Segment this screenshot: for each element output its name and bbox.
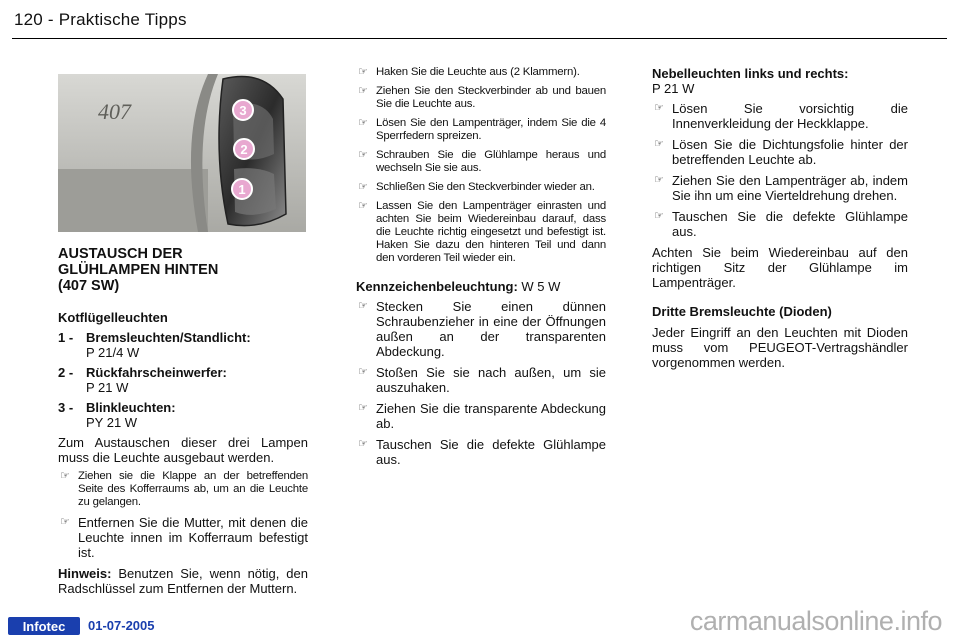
fog-note: Achten Sie beim Wiedereinbau auf den richtigen Sitz der Glühlampe im Lampenträger.	[652, 245, 908, 290]
callout-1	[232, 179, 252, 199]
step-item: ☞ Lösen Sie den Lampenträger, indem Sie die 4 Sperrfedern spreizen.	[358, 117, 606, 142]
step-item: ☞ Schrauben Sie die Glühlampe heraus und wechseln Sie sie aus.	[358, 149, 606, 174]
note: Hinweis: Benutzen Sie, wenn nötig, den Radschlüssel zum Entfernen der Muttern.	[58, 566, 308, 596]
hand-pointer-icon: ☞	[358, 66, 368, 78]
bulb-item: 1 - Bremsleuchten/Standlicht: P 21/4 W	[58, 330, 251, 360]
header-rule	[12, 38, 947, 39]
hand-pointer-icon: ☞	[60, 470, 70, 482]
step-item: ☞ Haken Sie die Leuchte aus (2 Klammern).	[358, 66, 580, 78]
photo-badge: 407	[98, 99, 131, 124]
hand-pointer-icon: ☞	[358, 402, 368, 414]
fog-light-value: P 21 W	[652, 81, 695, 96]
fog-light-heading: Nebelleuchten links und rechts:	[652, 66, 849, 81]
hand-pointer-icon: ☞	[358, 438, 368, 450]
watermark: carmanualsonline.info	[689, 606, 942, 636]
svg-text:1: 1	[238, 182, 246, 197]
hand-pointer-icon: ☞	[654, 174, 664, 186]
step-item: ☞ Tauschen Sie die defekte Glühlampe aus.	[358, 437, 606, 467]
infotec-logo	[8, 617, 80, 635]
page-number: 120	[14, 10, 43, 29]
brake-light-heading: Dritte Bremsleuchte (Dioden)	[652, 304, 832, 319]
page-header	[14, 10, 187, 30]
brake-light-text: Jeder Eingriff an den Leuchten mit Dioden muss vom PEUGEOT-Vertragshändler vorgenommen werden.	[652, 325, 908, 370]
svg-text:2: 2	[240, 142, 248, 157]
bulb-list	[58, 330, 308, 430]
hand-pointer-icon: ☞	[654, 138, 664, 150]
step-item: ☞ Entfernen Sie die Mutter, mit denen die Leuchte innen im Kofferraum befestigt ist.	[60, 515, 308, 560]
step-item: ☞ Stecken Sie einen dünnen Schraubenzieher in eine der Öffnungen außen an der transparenten Abdeckung.	[358, 299, 606, 359]
step-item: ☞ Ziehen Sie den Lampenträger ab, indem Sie ihn um eine Vierteldrehung drehen.	[654, 173, 908, 203]
hand-pointer-icon: ☞	[358, 117, 368, 129]
page-title: Praktische Tipps	[58, 10, 187, 29]
bulb-item: 2 - Rückfahrscheinwerfer: P 21 W	[58, 365, 227, 395]
rear-lights-heading: Kotflügelleuchten	[58, 310, 168, 325]
svg-text:Infotec: Infotec	[22, 619, 66, 634]
column-3	[652, 66, 908, 375]
rear-light-photo	[58, 74, 306, 232]
footer-date: 01-07-2005	[88, 618, 155, 633]
step-item: ☞ Schließen Sie den Steckverbinder wieder an.	[358, 181, 595, 193]
step-item: ☞ Lösen Sie vorsichtig die Innenverkleidung der Heckklappe.	[654, 101, 908, 131]
svg-text:3: 3	[239, 103, 247, 118]
column-2	[356, 66, 606, 473]
intro-text: Zum Austauschen dieser drei Lampen muss die Leuchte ausgebaut werden.	[58, 435, 308, 465]
step-item: ☞ Lassen Sie den Lampenträger einrasten und achten Sie beim Wiedereinbau darauf, dass die Leuchte richtig eingesetzt und befestigt ist. Haken Sie dazu den hinteren Teil und dann den vorderen Teil wieder ein.	[358, 200, 606, 264]
header-separator: -	[47, 10, 54, 29]
plate-light-heading: Kennzeichenbeleuchtung: W 5 W	[356, 279, 561, 294]
hand-pointer-icon: ☞	[358, 366, 368, 378]
column-1	[58, 246, 308, 601]
step-item: ☞ Ziehen Sie den Steckverbinder ab und bauen Sie die Leuchte aus.	[358, 85, 606, 110]
step-item: ☞ Lösen Sie die Dichtungsfolie hinter der betreffenden Leuchte ab.	[654, 137, 908, 167]
section-title: AUSTAUSCH DER GLÜHLAMPEN HINTEN (407 SW)	[58, 246, 219, 294]
hand-pointer-icon: ☞	[358, 300, 368, 312]
step-item: ☞ Ziehen sie die Klappe an der betreffenden Seite des Kofferraums ab, um an die Leuchte zu gelangen.	[60, 470, 308, 508]
step-item: ☞ Ziehen Sie die transparente Abdeckung ab.	[358, 401, 606, 431]
hand-pointer-icon: ☞	[358, 149, 368, 161]
hand-pointer-icon: ☞	[654, 102, 664, 114]
step-item: ☞ Stoßen Sie sie nach außen, um sie auszuhaken.	[358, 365, 606, 395]
callout-2	[234, 139, 254, 159]
step-item: ☞ Tauschen Sie die defekte Glühlampe aus.	[654, 209, 908, 239]
hand-pointer-icon: ☞	[60, 516, 70, 528]
callout-3	[233, 100, 253, 120]
hand-pointer-icon: ☞	[358, 85, 368, 97]
hand-pointer-icon: ☞	[654, 210, 664, 222]
hand-pointer-icon: ☞	[358, 200, 368, 212]
hand-pointer-icon: ☞	[358, 181, 368, 193]
bulb-item: 3 - Blinkleuchten: PY 21 W	[58, 400, 176, 430]
